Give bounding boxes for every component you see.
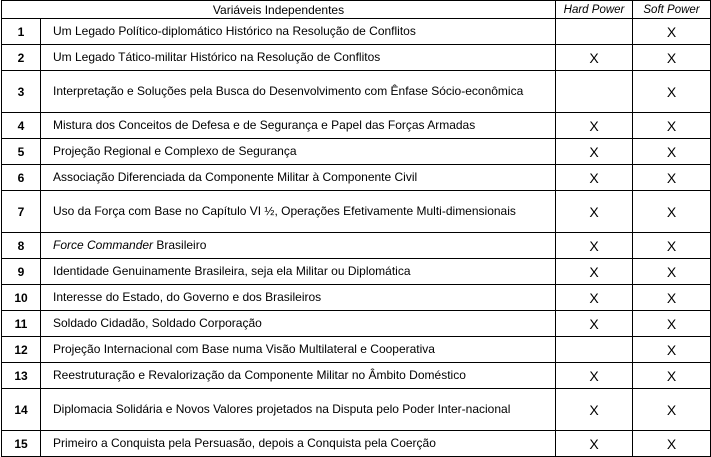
soft-power-mark: X	[633, 165, 711, 191]
hard-power-mark: X	[556, 165, 633, 191]
soft-power-mark: X	[633, 259, 711, 285]
hard-power-mark	[556, 71, 633, 113]
hard-power-mark: X	[556, 45, 633, 71]
table-row	[2, 45, 711, 71]
soft-power-mark: X	[633, 45, 711, 71]
header-soft-power: Soft Power	[633, 1, 711, 19]
table-row	[2, 71, 711, 113]
table-row	[2, 113, 711, 139]
variable-description	[41, 285, 556, 311]
soft-power-mark: X	[633, 285, 711, 311]
hard-power-mark	[556, 337, 633, 363]
variable-description-text: Soldado Cidadão, Soldado Corporação	[53, 316, 262, 330]
variable-description	[41, 259, 556, 285]
variable-description-text: Reestruturação e Revalorização da Componente Militar no Âmbito Doméstico	[53, 368, 466, 382]
hard-power-mark: X	[556, 139, 633, 165]
variable-description-text: Associação Diferenciada da Componente Militar à Componente Civil	[53, 170, 418, 184]
soft-power-mark: X	[633, 311, 711, 337]
variable-description	[41, 45, 556, 71]
row-number: 4	[2, 113, 41, 139]
row-number: 13	[2, 363, 41, 389]
variable-description	[41, 337, 556, 363]
row-number: 15	[2, 431, 41, 457]
hard-power-mark: X	[556, 363, 633, 389]
table-row	[2, 19, 711, 45]
row-number: 5	[2, 139, 41, 165]
row-number: 11	[2, 311, 41, 337]
variable-description-text: Primeiro a Conquista pela Persuasão, depois a Conquista pela Coerção	[53, 436, 436, 450]
variable-description	[41, 233, 556, 259]
row-number: 6	[2, 165, 41, 191]
variable-description	[41, 113, 556, 139]
variable-description-text: Diplomacia Solidária e Novos Valores projetados na Disputa pelo Poder Inter-nacional	[53, 402, 511, 416]
soft-power-mark: X	[633, 139, 711, 165]
row-number: 1	[2, 19, 41, 45]
table-row	[2, 165, 711, 191]
variable-description	[41, 139, 556, 165]
soft-power-mark: X	[633, 389, 711, 431]
variable-description	[41, 363, 556, 389]
soft-power-mark: X	[633, 337, 711, 363]
variable-description-text: Interpretação e Soluções pela Busca do Desenvolvimento com Ênfase Sócio-econômica	[53, 84, 524, 98]
header-hard-power: Hard Power	[556, 1, 633, 19]
soft-power-mark: X	[633, 233, 711, 259]
table-row	[2, 431, 711, 457]
soft-power-mark: X	[633, 71, 711, 113]
variable-description-text: Um Legado Tático-militar Histórico na Resolução de Conflitos	[53, 50, 381, 64]
variable-description-text: Brasileiro	[153, 238, 207, 252]
table-row	[2, 311, 711, 337]
table-row	[2, 363, 711, 389]
soft-power-mark: X	[633, 19, 711, 45]
variable-description-text: Mistura dos Conceitos de Defesa e de Segurança e Papel das Forças Armadas	[53, 118, 476, 132]
hard-power-mark: X	[556, 113, 633, 139]
table-row	[2, 337, 711, 363]
table-header-row	[2, 1, 711, 19]
table-row	[2, 139, 711, 165]
variable-description	[41, 19, 556, 45]
table-row	[2, 259, 711, 285]
variable-description-text: Uso da Força com Base no Capítulo VI ½, Operações Efetivamente Multi-dimensionais	[53, 204, 516, 218]
table-row	[2, 285, 711, 311]
table-row	[2, 389, 711, 431]
hard-power-mark: X	[556, 191, 633, 233]
variable-description	[41, 191, 556, 233]
hard-power-mark	[556, 19, 633, 45]
variable-description	[41, 311, 556, 337]
table-row	[2, 233, 711, 259]
row-number: 7	[2, 191, 41, 233]
row-number: 14	[2, 389, 41, 431]
table-row	[2, 191, 711, 233]
soft-power-mark: X	[633, 191, 711, 233]
hard-power-mark: X	[556, 285, 633, 311]
row-number: 8	[2, 233, 41, 259]
soft-power-mark: X	[633, 113, 711, 139]
variable-description-text: Um Legado Político-diplomático Histórico na Resolução de Conflitos	[53, 24, 416, 38]
variable-description-text: Interesse do Estado, do Governo e dos Brasileiros	[53, 290, 322, 304]
variable-description	[41, 165, 556, 191]
variable-description	[41, 71, 556, 113]
variable-description-text: Projeção Regional e Complexo de Segurança	[53, 144, 297, 158]
hard-power-mark: X	[556, 311, 633, 337]
variables-table	[1, 0, 711, 457]
hard-power-mark: X	[556, 431, 633, 457]
soft-power-mark: X	[633, 363, 711, 389]
row-number: 3	[2, 71, 41, 113]
variable-description-text: Projeção Internacional com Base numa Visão Multilateral e Cooperativa	[53, 342, 435, 356]
variable-description	[41, 389, 556, 431]
row-number: 2	[2, 45, 41, 71]
header-variables: Variáveis Independentes	[2, 1, 556, 19]
hard-power-mark: X	[556, 259, 633, 285]
row-number: 10	[2, 285, 41, 311]
variable-description-text: Identidade Genuinamente Brasileira, seja ela Militar ou Diplomática	[53, 264, 411, 278]
row-number: 12	[2, 337, 41, 363]
row-number: 9	[2, 259, 41, 285]
soft-power-mark: X	[633, 431, 711, 457]
hard-power-mark: X	[556, 389, 633, 431]
variable-description-italic: Force Commander	[53, 238, 154, 252]
variable-description	[41, 431, 556, 457]
hard-power-mark: X	[556, 233, 633, 259]
